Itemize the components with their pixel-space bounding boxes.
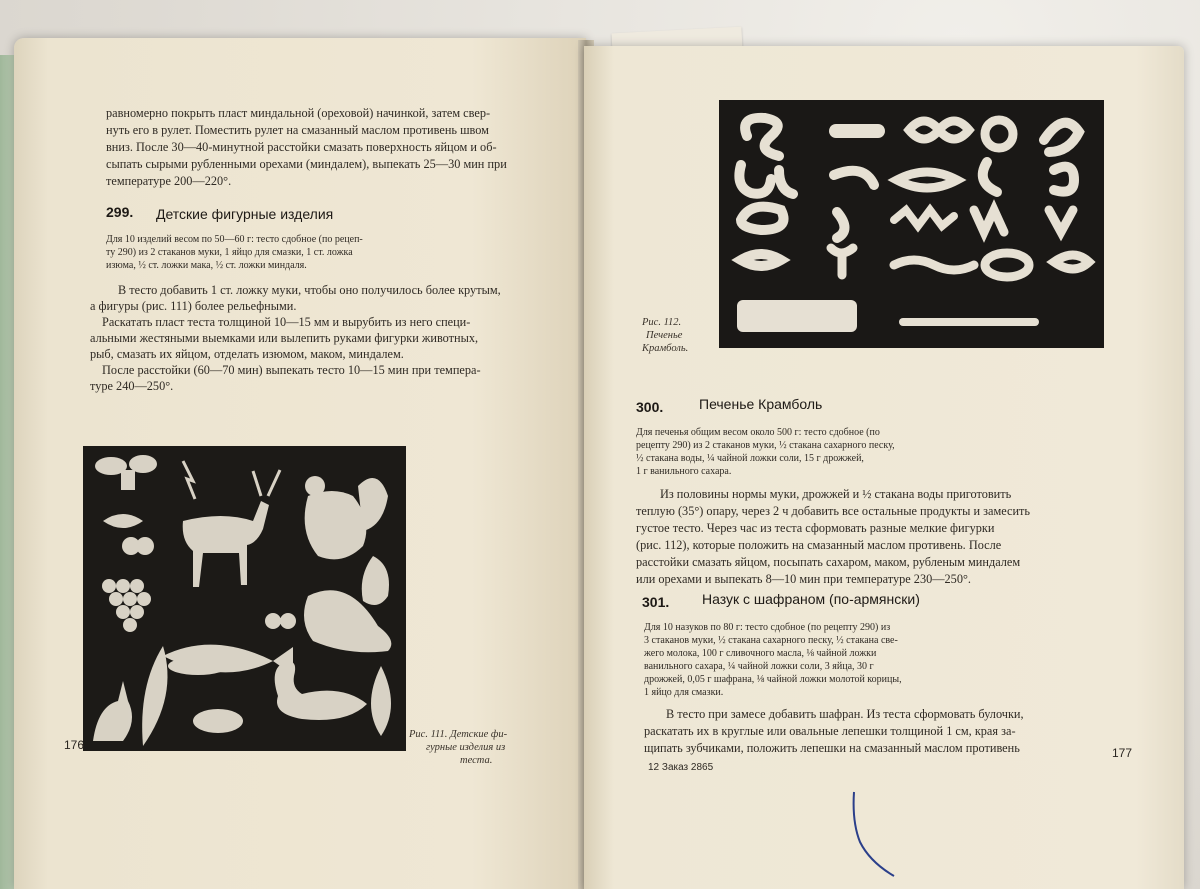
- ingredient-line: рецепту 290) из 2 стаканов муки, ½ стакана сахарного песку,: [636, 440, 895, 451]
- right-page: [584, 46, 1184, 889]
- figure-caption-line: гурные изделия из: [426, 742, 506, 753]
- figure-caption-line: Печенье: [646, 330, 683, 341]
- ingredient-line: ½ стакана воды, ¼ чайной ложки соли, 15 г дрожжей,: [636, 453, 864, 464]
- ingredient-line: ванильного сахара, ¼ чайной ложки соли, 3 яйца, 30 г: [644, 661, 874, 672]
- body-line: После расстойки (60—70 мин) выпекать тесто 10—15 мин при темпера-: [102, 363, 481, 377]
- ingredient-line: Для печенья общим весом около 500 г: тесто сдобное (по: [636, 427, 880, 438]
- figure-112-illustration: [719, 100, 1104, 348]
- ingredient-line: Для 10 назуков по 80 г: тесто сдобное (по рецепту 290) из: [644, 622, 891, 633]
- figure-caption-line: теста.: [460, 755, 493, 766]
- recipe-number: 301.: [642, 594, 670, 610]
- body-line: теплую (35°) опару, через 2 ч добавить все остальные продукты и замесить: [636, 504, 1031, 518]
- recipe-number: 300.: [636, 399, 664, 415]
- ingredient-line: изюма, ½ ст. ложки мака, ½ ст. ложки миндаля.: [106, 260, 307, 271]
- figure-111-illustration: [83, 446, 406, 751]
- recipe-title: Назук с шафраном (по-армянски): [702, 591, 920, 607]
- page-number: 176: [64, 738, 85, 752]
- recipe-title: Детские фигурные изделия: [156, 206, 334, 222]
- intro-line: вниз. После 30—40-минутной расстойки смазать поверхность яйцом и об-: [106, 140, 497, 154]
- ingredient-line: 1 г ванильного сахара.: [636, 466, 732, 477]
- figure-111-photo: [83, 446, 406, 751]
- body-line: Из половины нормы муки, дрожжей и ½ стакана воды приготовить: [660, 487, 1012, 501]
- intro-line: сыпать сырыми рубленными орехами (миндалем), выпекать 25—30 мин при: [106, 157, 507, 171]
- body-line: альными жестяными выемками или вылепить руками фигурки животных,: [90, 331, 479, 345]
- figure-caption-line: Крамболь.: [642, 343, 689, 354]
- ingredient-line: жего молока, 100 г сливочного масла, ⅛ чайной ложки: [644, 648, 877, 659]
- body-line: щипать зубчиками, положить лепешки на смазанный маслом противень: [644, 741, 1020, 755]
- body-line: раскатать их в круглые или овальные лепешки толщиной 1 см, края за-: [644, 724, 1016, 738]
- body-line: Раскатать пласт теста толщиной 10—15 мм и вырубить из него специ-: [102, 315, 471, 329]
- body-line: а фигуры (рис. 111) более рельефными.: [90, 299, 297, 313]
- body-line: туре 240—250°.: [90, 379, 174, 393]
- body-line: рыб, смазать их яйцом, отделать изюмом, маком, миндалем.: [90, 347, 404, 361]
- body-line: расстойки смазать яйцом, посыпать сахаром, маком, рубленым миндалем: [636, 555, 1021, 569]
- page-number: 177: [1112, 746, 1133, 760]
- intro-line: нуть его в рулет. Поместить рулет на смазанный маслом противень швом: [106, 123, 489, 137]
- body-line: В тесто при замесе добавить шафран. Из теста сформовать булочки,: [666, 707, 1024, 721]
- figure-112-photo: [719, 100, 1104, 348]
- ingredient-line: дрожжей, 0,05 г шафрана, ⅛ чайной ложки молотой корицы,: [644, 674, 902, 685]
- recipe-number: 299.: [106, 204, 134, 220]
- ingredient-line: Для 10 изделий весом по 50—60 г: тесто сдобное (по рецеп-: [106, 234, 363, 245]
- intro-line: равномерно покрыть пласт миндальной (ореховой) начинкой, затем свер-: [106, 106, 491, 120]
- figure-caption-line: Рис. 112.: [642, 317, 682, 328]
- left-page: [14, 38, 586, 889]
- footer-signature: 12 Заказ 2865: [648, 762, 714, 773]
- body-line: В тесто добавить 1 ст. ложку муки, чтобы оно получилось более крутым,: [118, 283, 501, 297]
- pen-mark: [850, 790, 910, 880]
- body-line: густое тесто. Через час из теста сформовать разные мелкие фигурки: [636, 521, 995, 535]
- ingredient-line: 3 стаканов муки, ½ стакана сахарного песку, ½ стакана све-: [644, 635, 898, 646]
- figure-caption-line: Рис. 111. Детские фи-: [409, 729, 508, 740]
- intro-line: температуре 200—220°.: [106, 174, 232, 188]
- ingredient-line: 1 яйцо для смазки.: [644, 687, 724, 698]
- recipe-title: Печенье Крамболь: [699, 396, 823, 412]
- body-line: (рис. 112), которые положить на смазанный маслом противень. После: [636, 538, 1002, 552]
- ingredient-line: ту 290) из 2 стаканов муки, 1 яйцо для смазки, 1 ст. ложка: [106, 247, 353, 258]
- body-line: или орехами и выпекать 8—10 мин при температуре 230—250°.: [636, 572, 971, 586]
